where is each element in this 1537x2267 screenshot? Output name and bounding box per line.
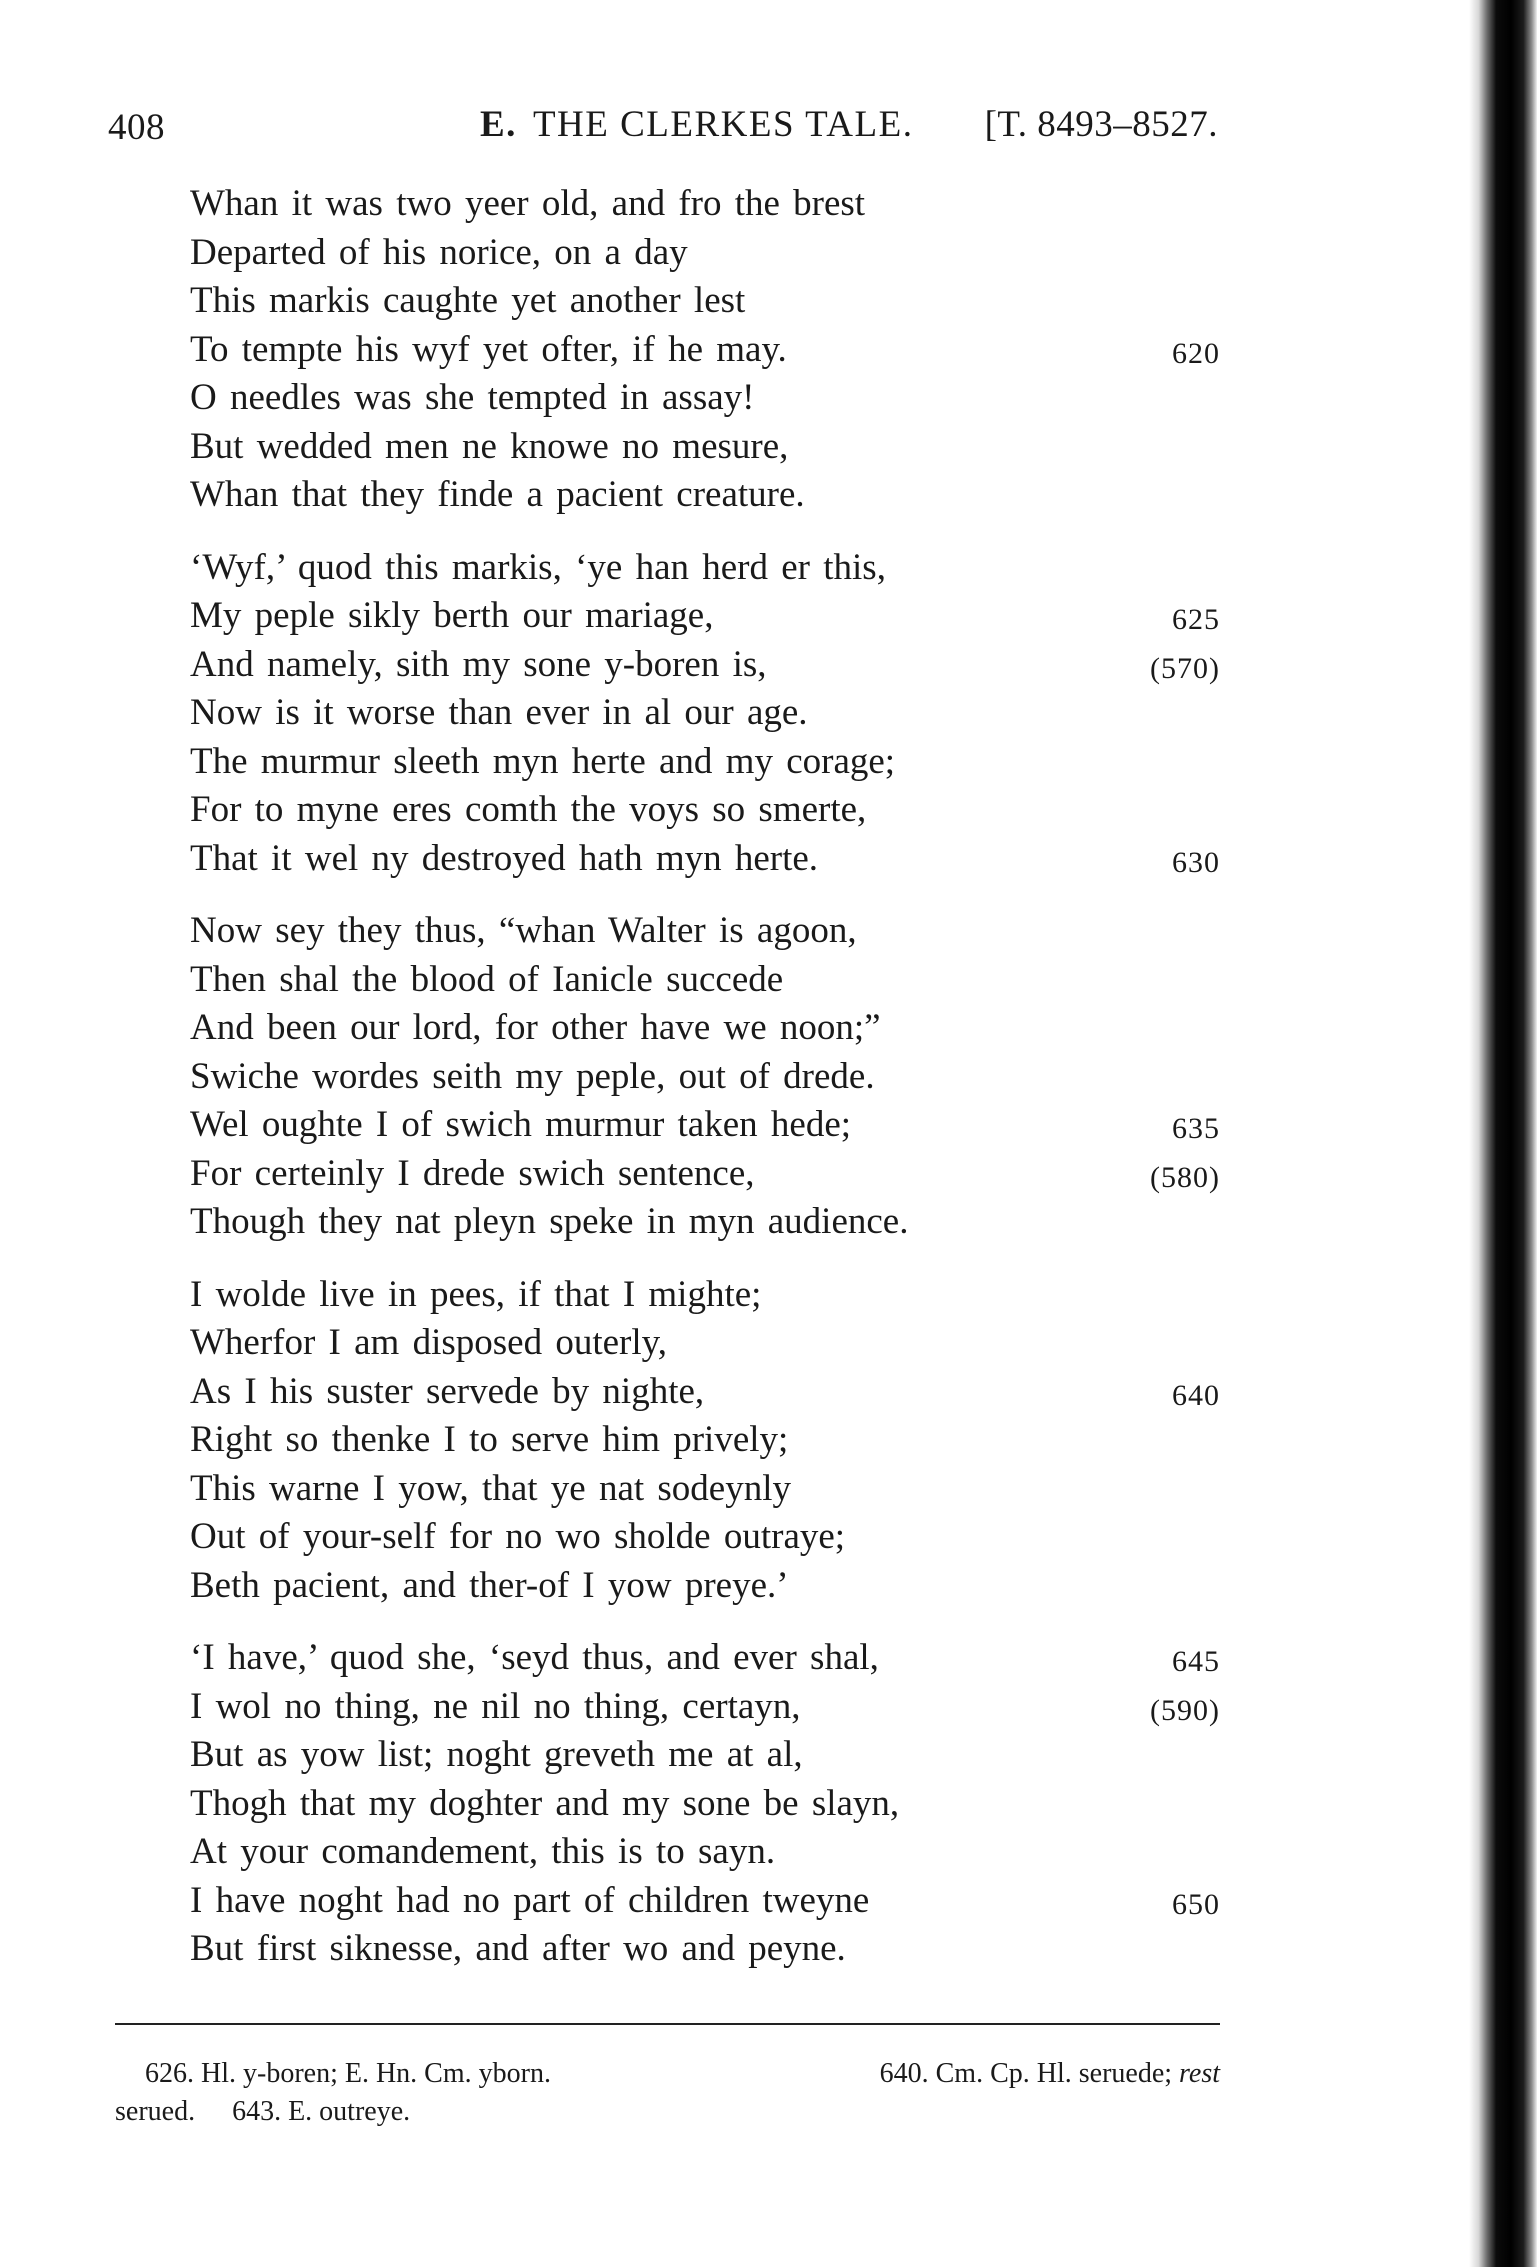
verse-line (190, 374, 1220, 423)
verse-text: To tempte his wyf yet ofter, if he may. (190, 328, 787, 370)
footnotes (115, 2055, 1220, 2131)
verse-text: Now is it worse than ever in al our age. (190, 692, 808, 733)
verse-text: Wel oughte I of swich murmur taken hede; (190, 1104, 852, 1145)
footnote-640-continued: serued. (115, 2096, 196, 2127)
verse-line (190, 326, 1220, 375)
line-number: 625 (1172, 603, 1220, 636)
verse-line (190, 738, 1220, 787)
line-number: (590) (1150, 1693, 1220, 1727)
line-number: 650 (1172, 1887, 1220, 1921)
verse-text: ‘I have,’ quod she, ‘seyd thus, and ever shal, (190, 1637, 879, 1678)
verse-text: For to myne eres comth the voys so smerte, (190, 789, 867, 830)
verse-text: Then shal the blood of Ianicle succede (190, 958, 784, 1000)
footnote-643: 643. E. outreye. (232, 2096, 411, 2127)
verse-text: The murmur sleeth myn herte and my corage; (190, 740, 896, 782)
verse-text: For certeinly I drede swich sentence, (190, 1152, 755, 1194)
verse-line (190, 956, 1220, 1005)
verse-line (190, 1780, 1220, 1829)
verse-text: But first siknesse, and after wo and peyne. (190, 1928, 846, 1969)
stanza (190, 544, 1220, 884)
verse-line (190, 277, 1220, 326)
verse-text: But wedded men ne knowe no mesure, (190, 425, 789, 467)
verse-text: ‘Wyf,’ quod this markis, ‘ye han herd er this, (190, 546, 886, 588)
verse-line (190, 1053, 1220, 1102)
stanza (190, 907, 1220, 1247)
verse-text: My peple sikly berth our mariage, (190, 595, 714, 636)
page-number: 408 (108, 107, 165, 148)
footnote-rule (115, 2023, 1220, 2025)
verse-line (190, 1877, 1220, 1926)
verse-line (190, 907, 1220, 956)
verse-text: That it wel ny destroyed hath myn herte. (190, 837, 819, 879)
poem-body (190, 180, 1220, 1998)
verse-line (190, 786, 1220, 835)
verse-text: Beth pacient, and ther-of I yow preye.’ (190, 1564, 789, 1606)
footnote-640-italic: rest (1179, 2058, 1220, 2089)
running-head (108, 98, 1218, 158)
stanza (190, 1271, 1220, 1611)
verse-text: Whan that they finde a pacient creature. (190, 474, 805, 515)
footnote-line (115, 2055, 1220, 2093)
verse-line (190, 1319, 1220, 1368)
verse-text: I wolde live in pees, if that I mighte; (190, 1273, 762, 1315)
verse-line (190, 229, 1220, 278)
verse-line (190, 1198, 1220, 1247)
verse-text: Thogh that my doghter and my sone be slayn, (190, 1782, 900, 1824)
verse-text: Departed of his norice, on a day (190, 231, 688, 273)
footnote-line (115, 2093, 1220, 2131)
verse-text: As I his suster servede by nighte, (190, 1370, 705, 1412)
footnote-626: 626. Hl. y-boren; E. Hn. Cm. yborn. (145, 2058, 551, 2089)
verse-line (190, 471, 1220, 520)
verse-line (190, 1004, 1220, 1053)
verse-text: Out of your-self for no wo sholde outraye; (190, 1516, 846, 1557)
line-number: (570) (1150, 651, 1220, 685)
verse-text: This warne I yow, that ye nat sodeynly (190, 1467, 792, 1509)
verse-line (190, 1731, 1220, 1780)
verse-line (190, 1101, 1220, 1150)
verse-line (190, 1271, 1220, 1320)
verse-line (190, 1634, 1220, 1683)
verse-line (190, 1828, 1220, 1877)
verse-text: But as yow list; noght greveth me at al, (190, 1734, 803, 1775)
verse-text: This markis caughte yet another lest (190, 280, 746, 321)
verse-text: At your comandement, this is to sayn. (190, 1831, 776, 1872)
footnote-640-text: 640. Cm. Cp. Hl. seruede; (879, 2058, 1173, 2089)
section-sigil: E. (480, 104, 517, 145)
verse-text: Swiche wordes seith my peple, out of drede. (190, 1055, 875, 1097)
line-range-reference: [T. 8493–8527. (984, 104, 1218, 145)
verse-text: Right so thenke I to serve him prively; (190, 1419, 789, 1460)
page-edge-shadow (1469, 0, 1537, 2267)
verse-line (190, 1368, 1220, 1417)
line-number: 630 (1172, 845, 1220, 879)
verse-text: Wherfor I am disposed outerly, (190, 1322, 667, 1363)
verse-line (190, 1925, 1220, 1974)
line-number: 645 (1172, 1645, 1220, 1678)
verse-line (190, 1513, 1220, 1562)
verse-text: O needles was she tempted in assay! (190, 377, 755, 418)
verse-text: Though they nat pleyn speke in myn audience. (190, 1201, 909, 1242)
verse-text: Now sey they thus, “whan Walter is agoon, (190, 910, 857, 951)
line-number: 620 (1172, 336, 1220, 370)
verse-line (190, 1683, 1220, 1732)
verse-text: I wol no thing, ne nil no thing, certayn, (190, 1685, 801, 1727)
verse-text: Whan it was two yeer old, and fro the brest (190, 183, 866, 224)
running-title (480, 103, 913, 146)
tale-title: THE CLERKES TALE. (532, 104, 914, 145)
verse-line (190, 1150, 1220, 1199)
verse-text: And been our lord, for other have we noon;” (190, 1007, 881, 1048)
line-number: (580) (1150, 1160, 1220, 1194)
verse-text: I have noght had no part of children tweyne (190, 1879, 870, 1921)
verse-line (190, 835, 1220, 884)
verse-line (190, 423, 1220, 472)
verse-line (190, 544, 1220, 593)
verse-line (190, 641, 1220, 690)
verse-line (190, 1416, 1220, 1465)
footnote-640 (880, 2055, 1220, 2093)
stanza (190, 180, 1220, 520)
line-number: 640 (1172, 1378, 1220, 1412)
verse-line (190, 1465, 1220, 1514)
verse-line (190, 592, 1220, 641)
verse-line (190, 1562, 1220, 1611)
verse-line (190, 689, 1220, 738)
verse-text: And namely, sith my sone y-boren is, (190, 643, 767, 685)
stanza (190, 1634, 1220, 1974)
line-number: 635 (1172, 1112, 1220, 1145)
verse-line (190, 180, 1220, 229)
